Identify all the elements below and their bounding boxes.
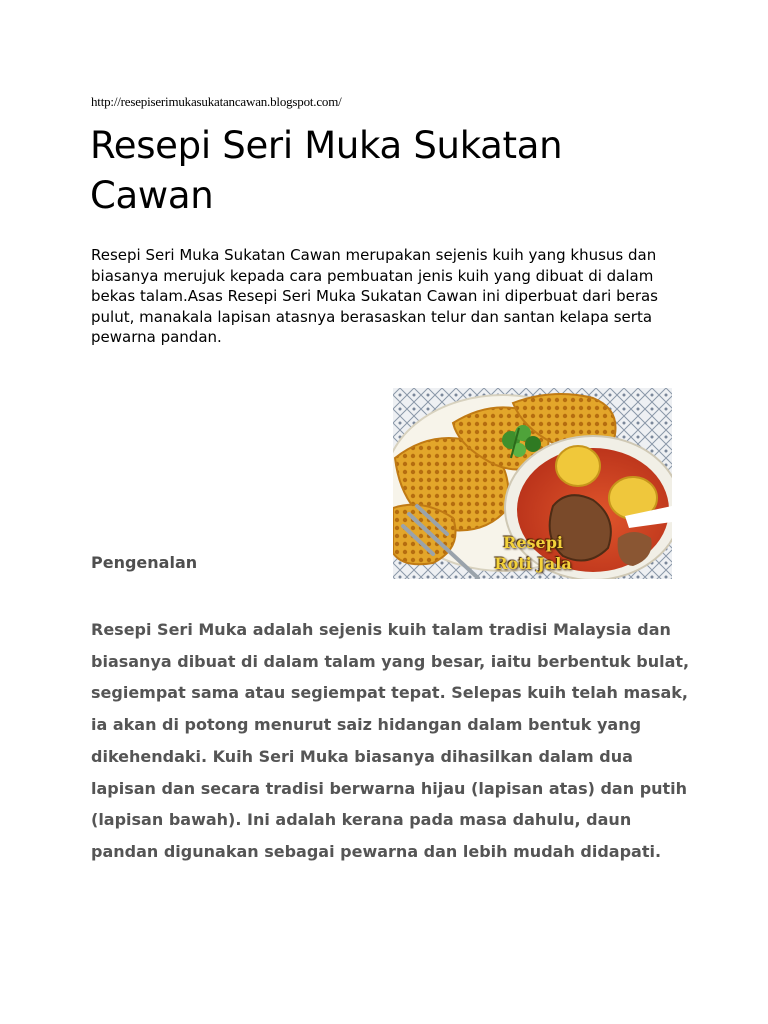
section-heading: Pengenalan <box>91 553 198 572</box>
section-body: Resepi Seri Muka adalah sejenis kuih talam tradisi Malaysia dan biasanya dibuat di dalam talam yang besar, iaitu berbentuk bulat, segiempat sama atau segiempat tepat. Selepas kuih telah masak, ia akan di potong menurut saiz hidangan dalam bentuk yang dikehendaki. Kuih Seri Muka biasanya dihasilkan dalam dua lapisan dan secara tradisi berwarna hijau (lapisan atas) dan putih (lapisan bawah). Ini adalah kerana pada masa dahulu, daun pandan digunakan sebagai pewarna dan lebih mudah didapati. <box>91 620 690 861</box>
page-title: Resepi Seri Muka Sukatan Cawan <box>90 124 563 217</box>
photo-caption <box>483 532 583 574</box>
caption-line-2: Roti Jala <box>494 554 572 573</box>
intro-paragraph: Resepi Seri Muka Sukatan Cawan merupakan sejenis kuih yang khusus dan biasanya merujuk kepada cara pembuatan jenis kuih yang dibuat di dalam bekas talam.Asas Resepi Seri Muka Sukatan Cawan ini diperbuat dari beras pulut, manakala lapisan atasnya berasaskan telur dan santan kelapa serta pewarna pandan. <box>91 246 658 346</box>
source-url: http://resepiserimukasukatancawan.blogspot.com/ <box>91 94 342 109</box>
food-photo <box>393 388 672 579</box>
caption-line-1: Resepi <box>503 533 563 552</box>
